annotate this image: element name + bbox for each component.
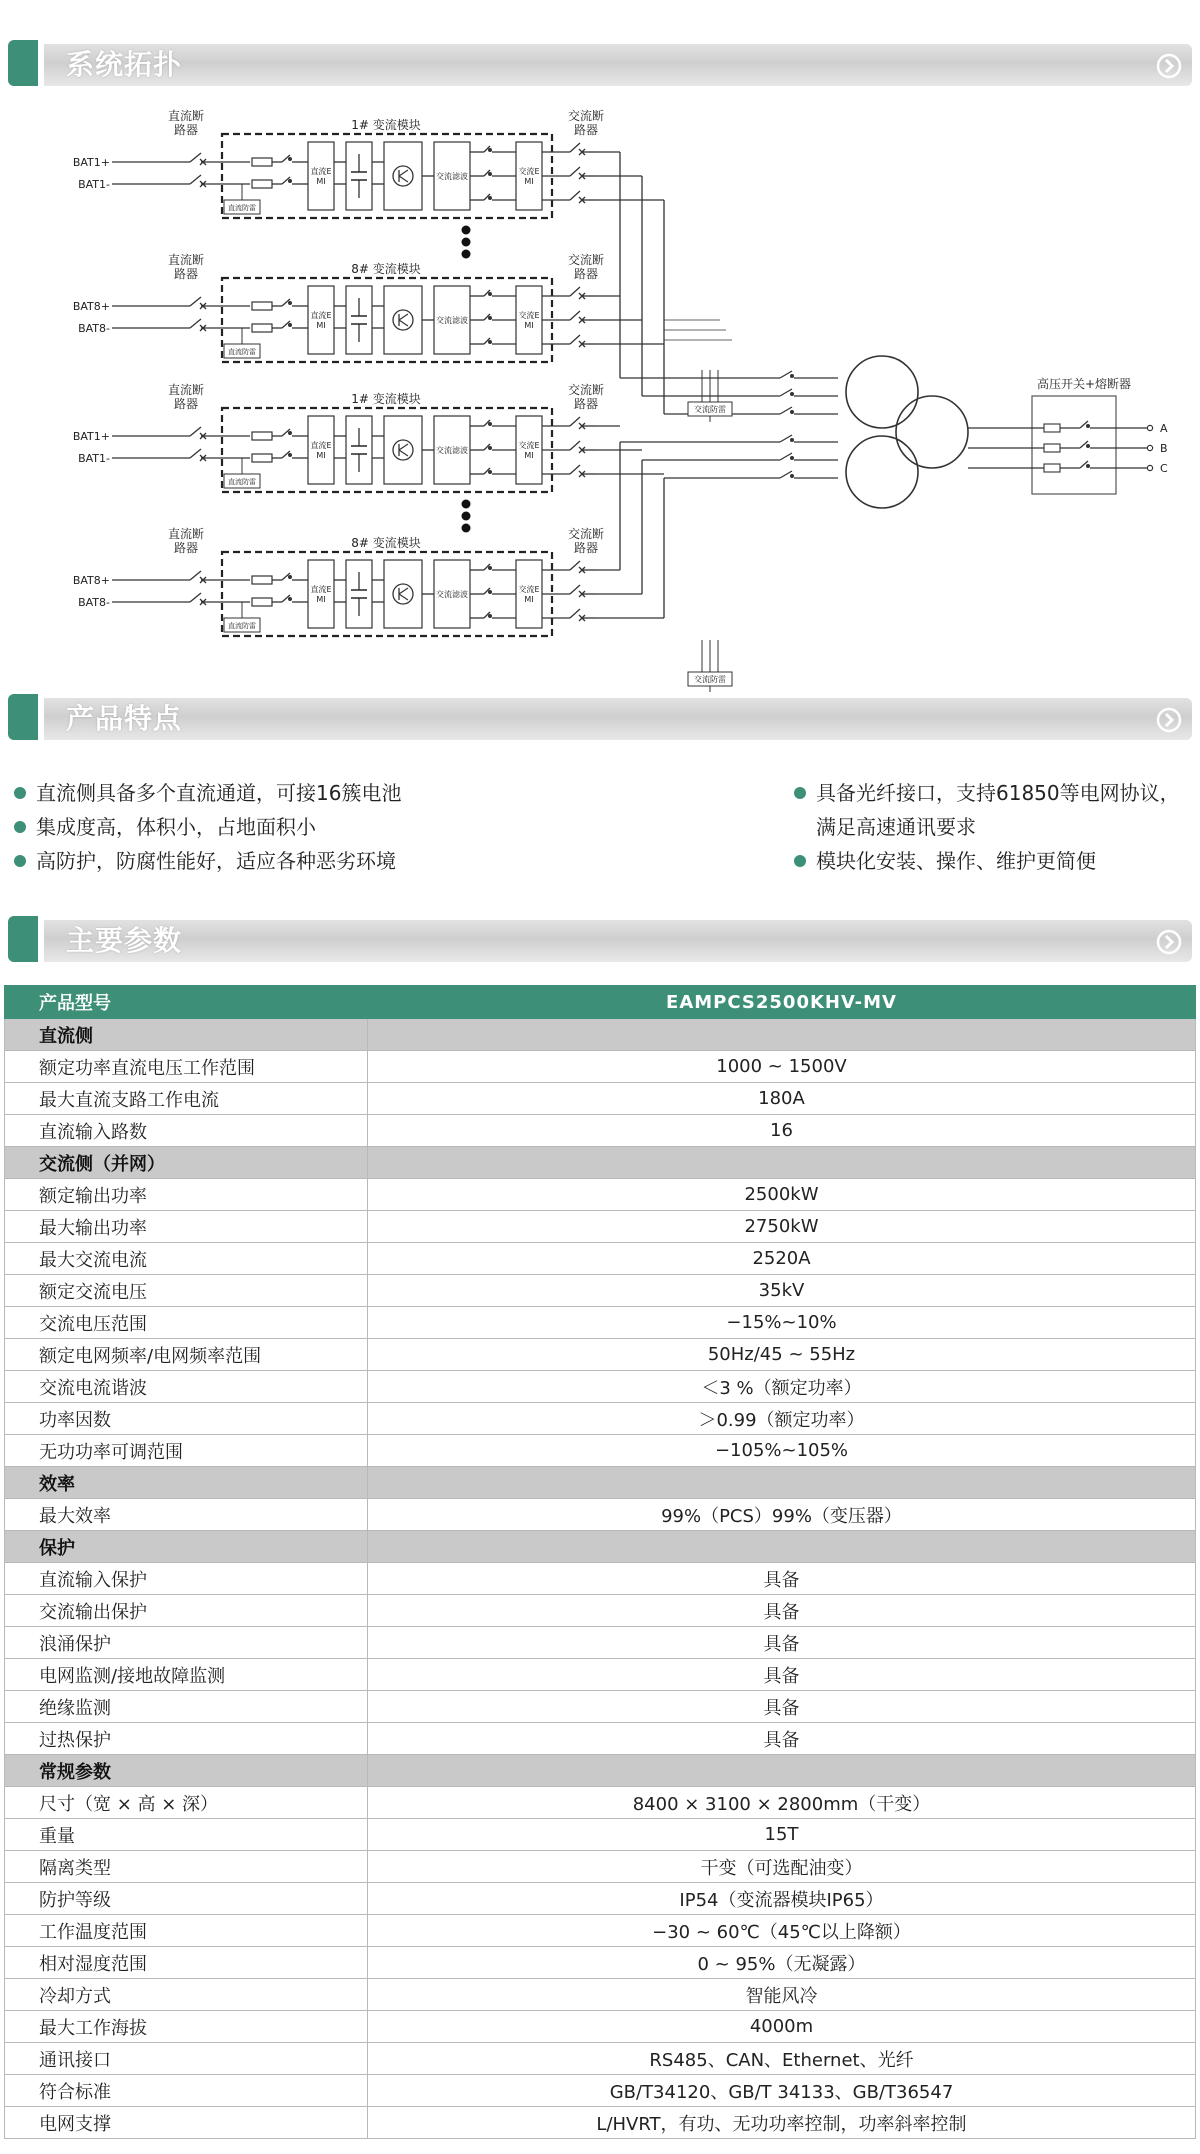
continuation-dot-icon — [462, 524, 471, 533]
table-group-row — [5, 1147, 1196, 1179]
converter-module — [73, 252, 604, 362]
contactor-dot — [488, 446, 492, 450]
fuse — [252, 432, 272, 440]
fuse — [1044, 464, 1060, 472]
param-value: 具备 — [368, 1627, 1196, 1659]
wire — [190, 319, 201, 328]
table-row — [5, 2043, 1196, 2075]
transformer-winding-icon — [846, 356, 918, 428]
group-title: 直流侧 — [5, 1019, 368, 1051]
table-row — [5, 1115, 1196, 1147]
contactor-dot — [288, 431, 292, 435]
param-label: 交流电流谐波 — [5, 1371, 368, 1403]
wire — [190, 175, 201, 184]
param-value: 16 — [368, 1115, 1196, 1147]
wire — [780, 371, 792, 378]
group-title: 保护 — [5, 1531, 368, 1563]
contactor-dot — [790, 438, 794, 442]
contactor-dot — [288, 575, 292, 579]
param-value: −15%~10% — [368, 1307, 1196, 1339]
arrow-right-circle-icon — [1156, 53, 1182, 79]
wire — [570, 167, 580, 176]
contactor-dot — [488, 292, 492, 296]
continuation-dot-icon — [462, 250, 471, 259]
dc-emi-box — [308, 142, 334, 210]
fuse — [252, 158, 272, 166]
table-row — [5, 1435, 1196, 1467]
converter-module — [73, 526, 604, 636]
table-row — [5, 2075, 1196, 2107]
table-row — [5, 1691, 1196, 1723]
ac-breaker-label: 交流断路器 — [567, 253, 605, 281]
table-row — [5, 1403, 1196, 1435]
transformer-winding-icon — [896, 396, 968, 468]
param-label: 额定输出功率 — [5, 1179, 368, 1211]
table-group-row — [5, 1019, 1196, 1051]
dc-emi-label: 直流E MI — [310, 167, 332, 186]
dc-capacitor-box — [346, 560, 372, 628]
module-title: 8# 变流模块 — [351, 536, 421, 550]
param-value: 35kV — [368, 1275, 1196, 1307]
param-value: ＜3 %（额定功率） — [368, 1371, 1196, 1403]
feature-list — [0, 776, 1200, 886]
dc-breaker-label: 直流断路器 — [167, 109, 205, 137]
wire — [780, 407, 792, 414]
dc-breaker-label: 直流断路器 — [167, 383, 205, 411]
param-label: 最大直流支路工作电流 — [5, 1083, 368, 1115]
param-value: L/HVRT，有功、无功功率控制，功率斜率控制 — [368, 2107, 1196, 2139]
igbt-box — [384, 560, 422, 628]
dc-emi-box — [308, 286, 334, 354]
converter-module — [73, 108, 604, 218]
param-label: 防护等级 — [5, 1883, 368, 1915]
section-title: 主要参数 — [66, 924, 183, 957]
ac-breaker-label: 交流断路器 — [567, 527, 605, 555]
table-group-row — [5, 1531, 1196, 1563]
contactor-dot — [1086, 424, 1090, 428]
module-title: 1# 变流模块 — [351, 392, 421, 406]
param-label: 额定交流电压 — [5, 1275, 368, 1307]
ac-emi-label: 交流E MI — [518, 441, 540, 460]
igbt-box — [384, 416, 422, 484]
feature-item: 集成度高，体积小，占地面积小 — [14, 810, 774, 844]
wire — [780, 389, 792, 396]
table-row — [5, 1051, 1196, 1083]
wire — [190, 449, 201, 458]
table-row — [5, 2011, 1196, 2043]
contactor-dot — [488, 614, 492, 618]
battery-positive-label: BAT8+ — [72, 574, 110, 587]
param-value: −30 ~ 60℃（45℃以上降额） — [368, 1915, 1196, 1947]
wire — [570, 465, 580, 474]
fuse — [252, 180, 272, 188]
table-row — [5, 1883, 1196, 1915]
param-value: 15T — [368, 1819, 1196, 1851]
table-group-row — [5, 1467, 1196, 1499]
table-row — [5, 1915, 1196, 1947]
battery-negative-label: BAT1- — [78, 178, 110, 191]
continuation-dot-icon — [462, 500, 471, 509]
contactor-dot — [1086, 444, 1090, 448]
param-label: 尺寸（宽 × 高 × 深） — [5, 1787, 368, 1819]
group-filler — [368, 1147, 1196, 1179]
module-title: 8# 变流模块 — [351, 262, 421, 276]
param-label: 隔离类型 — [5, 1851, 368, 1883]
wire — [190, 153, 201, 162]
feature-item-continuation: 满足高速通讯要求 — [816, 815, 976, 839]
param-label: 相对湿度范围 — [5, 1947, 368, 1979]
fuse — [252, 324, 272, 332]
ac-emi-label: 交流E MI — [518, 167, 540, 186]
param-value: 智能风冷 — [368, 1979, 1196, 2011]
wire — [570, 585, 580, 594]
contactor-dot — [488, 340, 492, 344]
contactor-dot — [488, 422, 492, 426]
dc-breaker-label: 直流断路器 — [167, 527, 205, 555]
param-value: 99%（PCS）99%（变压器） — [368, 1499, 1196, 1531]
contactor-dot — [790, 474, 794, 478]
ac-emi-box — [516, 416, 542, 484]
dc-surge-label: 直流防雷 — [228, 622, 256, 630]
group-title: 常规参数 — [5, 1755, 368, 1787]
param-label: 最大效率 — [5, 1499, 368, 1531]
param-value: 0 ~ 95%（无凝露） — [368, 1947, 1196, 1979]
param-value: 50Hz/45 ~ 55Hz — [368, 1339, 1196, 1371]
table-row — [5, 1371, 1196, 1403]
param-value: 8400 × 3100 × 2800mm（干变） — [368, 1787, 1196, 1819]
ac-emi-label: 交流E MI — [518, 585, 540, 604]
dc-emi-box — [308, 416, 334, 484]
group-title: 效率 — [5, 1467, 368, 1499]
fuse — [252, 598, 272, 606]
param-value: 1000 ~ 1500V — [368, 1051, 1196, 1083]
battery-positive-label: BAT1+ — [72, 430, 110, 443]
feature-item: 直流侧具备多个直流通道，可接16簇电池 — [14, 776, 774, 810]
param-value: 2750kW — [368, 1211, 1196, 1243]
param-label: 无功功率可调范围 — [5, 1435, 368, 1467]
param-value: 具备 — [368, 1563, 1196, 1595]
contactor-dot — [488, 566, 492, 570]
table-row — [5, 1659, 1196, 1691]
contactor-dot — [288, 597, 292, 601]
param-label: 直流输入路数 — [5, 1115, 368, 1147]
contactor-dot — [488, 196, 492, 200]
param-value: 180A — [368, 1083, 1196, 1115]
ac-surge-label: 交流防雷 — [694, 405, 726, 414]
table-row — [5, 1627, 1196, 1659]
section-header-topology — [8, 40, 1192, 86]
ac-bus-bottom — [596, 426, 838, 692]
hv-switch-label: 高压开关+熔断器 — [1036, 377, 1132, 391]
arrow-right-circle-icon — [1156, 707, 1182, 733]
param-value: 具备 — [368, 1659, 1196, 1691]
group-filler — [368, 1531, 1196, 1563]
param-label: 电网监测/接地故障监测 — [5, 1659, 368, 1691]
param-label: 交流电压范围 — [5, 1307, 368, 1339]
wire — [190, 427, 201, 436]
dc-breaker-label: 直流断路器 — [167, 253, 205, 281]
param-value: 4000m — [368, 2011, 1196, 2043]
group-title: 交流侧（并网） — [5, 1147, 368, 1179]
contactor-dot — [790, 374, 794, 378]
ac-emi-box — [516, 286, 542, 354]
ac-filter-label: 交流滤波 — [436, 590, 468, 599]
phase-label: C — [1160, 462, 1168, 475]
contactor-dot — [1086, 464, 1090, 468]
wire — [190, 297, 201, 306]
wire — [780, 471, 792, 478]
section-header-params — [8, 916, 1192, 962]
table-header-value: EAMPCS2500KHV-MV — [368, 986, 1196, 1019]
param-label: 浪涌保护 — [5, 1627, 368, 1659]
fuse — [252, 576, 272, 584]
ac-emi-box — [516, 142, 542, 210]
wire — [570, 609, 580, 618]
phase-label: B — [1160, 442, 1168, 455]
contactor-dot — [288, 323, 292, 327]
table-row — [5, 1083, 1196, 1115]
wire — [570, 335, 580, 344]
battery-negative-label: BAT1- — [78, 452, 110, 465]
dc-surge-label: 直流防雷 — [228, 478, 256, 486]
dc-emi-label: 直流E MI — [310, 441, 332, 460]
wire — [190, 593, 201, 602]
param-label: 功率因数 — [5, 1403, 368, 1435]
contactor-dot — [288, 179, 292, 183]
param-value: 具备 — [368, 1691, 1196, 1723]
continuation-dot-icon — [462, 512, 471, 521]
dc-emi-label: 直流E MI — [310, 585, 332, 604]
ac-bus-top — [596, 152, 838, 422]
contactor-dot — [790, 410, 794, 414]
table-row — [5, 1819, 1196, 1851]
arrow-right-circle-icon — [1156, 929, 1182, 955]
param-label: 最大输出功率 — [5, 1211, 368, 1243]
ac-emi-box — [516, 560, 542, 628]
wire — [570, 191, 580, 200]
ac-filter-label: 交流滤波 — [436, 446, 468, 455]
transformer-winding-icon — [846, 436, 918, 508]
dc-capacitor-box — [346, 286, 372, 354]
param-label: 过热保护 — [5, 1723, 368, 1755]
param-label: 最大交流电流 — [5, 1243, 368, 1275]
table-row — [5, 1499, 1196, 1531]
ac-emi-label: 交流E MI — [518, 311, 540, 330]
wire — [780, 453, 792, 460]
param-label: 最大工作海拔 — [5, 2011, 368, 2043]
feature-item: 高防护，防腐性能好，适应各种恶劣环境 — [14, 844, 774, 878]
table-row — [5, 1563, 1196, 1595]
wire — [190, 571, 201, 580]
table-row — [5, 1243, 1196, 1275]
param-value: IP54（变流器模块IP65） — [368, 1883, 1196, 1915]
converter-module — [73, 382, 604, 492]
param-value: 2520A — [368, 1243, 1196, 1275]
bullet-icon — [794, 855, 806, 867]
table-row — [5, 1179, 1196, 1211]
param-value: −105%~105% — [368, 1435, 1196, 1467]
bullet-icon — [794, 787, 806, 799]
fuse — [252, 454, 272, 462]
wire — [570, 441, 580, 450]
param-value: 具备 — [368, 1723, 1196, 1755]
group-filler — [368, 1755, 1196, 1787]
feature-item: 模块化安装、操作、维护更简便 — [794, 844, 1194, 878]
param-label: 交流输出保护 — [5, 1595, 368, 1627]
contactor-dot — [488, 470, 492, 474]
igbt-box — [384, 142, 422, 210]
contactor-dot — [790, 392, 794, 396]
table-row — [5, 1211, 1196, 1243]
wire — [570, 143, 580, 152]
table-group-row — [5, 1755, 1196, 1787]
ac-breaker-label: 交流断路器 — [567, 109, 605, 137]
battery-positive-label: BAT1+ — [72, 156, 110, 169]
dc-emi-box — [308, 560, 334, 628]
section-title: 系统拓扑 — [66, 48, 183, 81]
bullet-icon — [14, 821, 26, 833]
feature-item: 具备光纤接口，支持61850等电网协议， — [794, 776, 1194, 810]
wire — [570, 311, 580, 320]
table-row — [5, 1595, 1196, 1627]
table-row — [5, 1339, 1196, 1371]
battery-negative-label: BAT8- — [78, 596, 110, 609]
fuse — [1044, 424, 1060, 432]
group-filler — [368, 1019, 1196, 1051]
param-label: 额定功率直流电压工作范围 — [5, 1051, 368, 1083]
bullet-icon — [14, 787, 26, 799]
contactor-dot — [288, 301, 292, 305]
table-row — [5, 2107, 1196, 2139]
section-title: 产品特点 — [66, 702, 183, 735]
feature-column-right — [794, 776, 1194, 878]
param-label: 冷却方式 — [5, 1979, 368, 2011]
param-label: 重量 — [5, 1819, 368, 1851]
contactor-dot — [488, 590, 492, 594]
param-label: 电网支撑 — [5, 2107, 368, 2139]
dc-surge-label: 直流防雷 — [228, 348, 256, 356]
param-value: 干变（可选配油变） — [368, 1851, 1196, 1883]
section-header-features — [8, 694, 1192, 740]
contactor-dot — [790, 456, 794, 460]
contactor-dot — [288, 453, 292, 457]
dc-emi-label: 直流E MI — [310, 311, 332, 330]
contactor-dot — [488, 148, 492, 152]
dc-surge-label: 直流防雷 — [228, 204, 256, 212]
table-row — [5, 1723, 1196, 1755]
table-header-row — [5, 986, 1196, 1019]
ac-surge-label: 交流防雷 — [694, 675, 726, 684]
contactor-dot — [488, 316, 492, 320]
param-value: RS485、CAN、Ethernet、光纤 — [368, 2043, 1196, 2075]
continuation-dot-icon — [462, 238, 471, 247]
fuse — [252, 302, 272, 310]
dc-capacitor-box — [346, 416, 372, 484]
wire — [570, 417, 580, 426]
table-row — [5, 1947, 1196, 1979]
wire — [780, 435, 792, 442]
continuation-dot-icon — [462, 226, 471, 235]
contactor-dot — [288, 157, 292, 161]
table-row — [5, 1851, 1196, 1883]
ac-breaker-label: 交流断路器 — [567, 383, 605, 411]
terminal-icon — [1147, 445, 1152, 450]
battery-negative-label: BAT8- — [78, 322, 110, 335]
contactor-dot — [488, 172, 492, 176]
param-label: 通讯接口 — [5, 2043, 368, 2075]
terminal-icon — [1147, 465, 1152, 470]
parameter-table — [4, 985, 1196, 2139]
table-row — [5, 1979, 1196, 2011]
group-filler — [368, 1467, 1196, 1499]
module-title: 1# 变流模块 — [351, 118, 421, 132]
table-header-label: 产品型号 — [5, 986, 368, 1019]
fuse — [1044, 444, 1060, 452]
param-value: 具备 — [368, 1595, 1196, 1627]
param-label: 工作温度范围 — [5, 1915, 368, 1947]
table-row — [5, 1307, 1196, 1339]
param-value: 2500kW — [368, 1179, 1196, 1211]
param-value: ＞0.99（额定功率） — [368, 1403, 1196, 1435]
ac-filter-label: 交流滤波 — [436, 172, 468, 181]
param-label: 符合标准 — [5, 2075, 368, 2107]
param-label: 绝缘监测 — [5, 1691, 368, 1723]
table-row — [5, 1275, 1196, 1307]
feature-column-left — [14, 776, 774, 878]
param-value: GB/T34120、GB/T 34133、GB/T36547 — [368, 2075, 1196, 2107]
table-row — [5, 1787, 1196, 1819]
ac-filter-label: 交流滤波 — [436, 316, 468, 325]
igbt-box — [384, 286, 422, 354]
battery-positive-label: BAT8+ — [72, 300, 110, 313]
terminal-icon — [1147, 425, 1152, 430]
param-label: 额定电网频率/电网频率范围 — [5, 1339, 368, 1371]
bullet-icon — [14, 855, 26, 867]
system-topology-diagram — [0, 100, 1200, 684]
phase-label: A — [1160, 422, 1168, 435]
dc-capacitor-box — [346, 142, 372, 210]
wire — [570, 561, 580, 570]
param-label: 直流输入保护 — [5, 1563, 368, 1595]
wire — [570, 287, 580, 296]
